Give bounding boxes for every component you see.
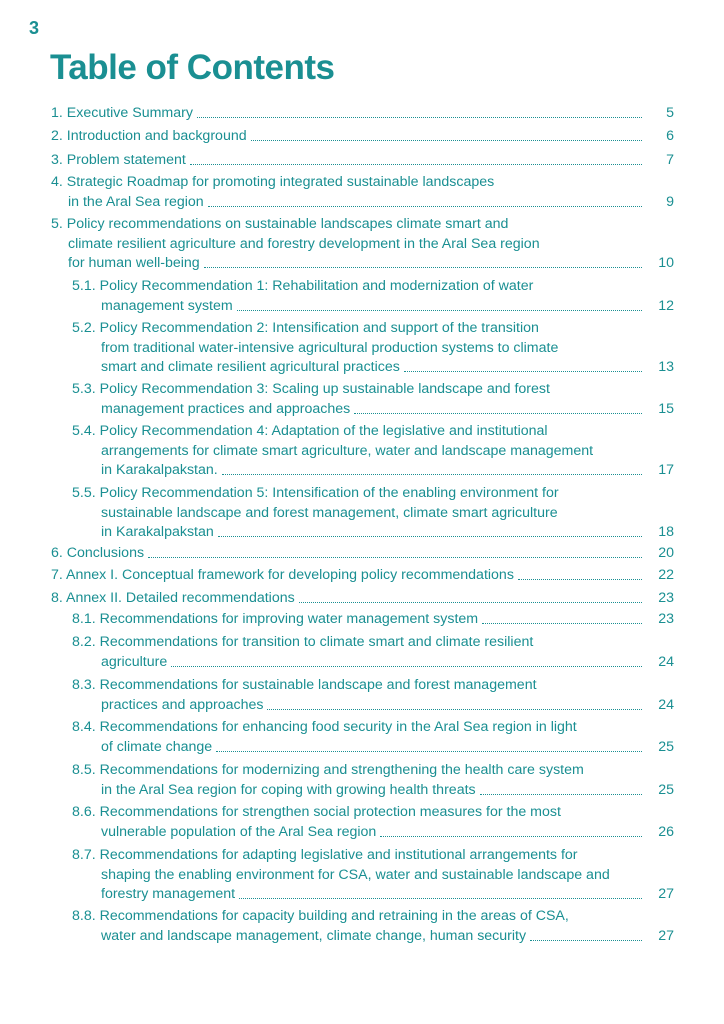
- toc-entry-line: [101, 926, 648, 946]
- dot-leader: [480, 794, 642, 795]
- dot-leader: [222, 474, 642, 475]
- toc-entry-line: [51, 126, 648, 146]
- dot-leader: [267, 709, 642, 710]
- toc-page-number: 10: [658, 255, 674, 272]
- toc-entry-line: [101, 522, 648, 542]
- toc-page-number: 7: [666, 152, 674, 168]
- dot-leader: [380, 836, 642, 837]
- toc-entry-text: from traditional water-intensive agricultural production systems to climate: [101, 339, 559, 356]
- toc-entry-text: 8.7. Recommendations for adapting legislative and institutional arrangements for: [72, 847, 578, 863]
- toc-entry-text: vulnerable population of the Aral Sea region: [101, 823, 377, 840]
- toc-entry-text: 3. Problem statement: [51, 152, 186, 168]
- toc-entry-line: [101, 780, 648, 800]
- toc-entry-text: arrangements for climate smart agriculture, water and landscape management: [101, 442, 594, 459]
- toc-entry-line: [51, 103, 648, 123]
- toc-entry-text: in Karakalpakstan: [101, 524, 214, 541]
- toc-entry-line: [101, 399, 648, 419]
- toc-entry-text: smart and climate resilient agricultural practices: [101, 359, 400, 376]
- toc-page-number: 27: [658, 927, 674, 944]
- toc-page-number: 24: [658, 696, 674, 713]
- toc-entry-text: 8.8. Recommendations for capacity building and retraining in the areas of CSA,: [72, 908, 569, 924]
- toc-page-number: 18: [658, 524, 674, 541]
- dot-leader: [148, 557, 642, 558]
- toc-entry-line: [68, 192, 648, 212]
- dot-leader: [208, 206, 642, 207]
- dot-leader: [251, 140, 642, 141]
- toc-entry-line: [101, 357, 648, 377]
- toc-page-number: 12: [658, 297, 674, 314]
- dot-leader: [237, 310, 642, 311]
- toc-page-number: 24: [658, 653, 674, 670]
- toc-entry-line: [51, 150, 648, 170]
- toc-entry-text: 4. Strategic Roadmap for promoting integrated sustainable landscapes: [51, 174, 495, 190]
- dot-leader: [190, 164, 642, 165]
- toc-entry-text: in Karakalpakstan.: [101, 462, 218, 479]
- toc-entry-line: [68, 253, 648, 273]
- toc-entry-text: 8.3. Recommendations for sustainable landscape and forest management: [72, 677, 537, 693]
- toc-page-number: 22: [658, 567, 674, 583]
- toc-page-number: 6: [666, 128, 674, 144]
- toc-entry-text: 5.5. Policy Recommendation 5: Intensification of the enabling environment for: [72, 485, 559, 501]
- toc-page-number: 26: [658, 823, 674, 840]
- toc-entry-text: management system: [101, 297, 233, 314]
- toc-page-number: 17: [658, 462, 674, 479]
- toc-entry-text: sustainable landscape and forest management, climate smart agriculture: [101, 504, 558, 521]
- toc-entry-text: 8.4. Recommendations for enhancing food security in the Aral Sea region in light: [72, 719, 577, 735]
- toc-entry-text: for human well-being: [68, 255, 200, 272]
- toc-entry-text: of climate change: [101, 738, 213, 755]
- toc-entry-text: forestry management: [101, 886, 236, 903]
- toc-entry-line: [51, 543, 648, 563]
- toc-entry-text: management practices and approaches: [101, 400, 351, 417]
- toc-entry-text: 8. Annex II. Detailed recommendations: [51, 590, 295, 606]
- toc-entry-line: [101, 737, 648, 757]
- toc-entry-text: 2. Introduction and background: [51, 128, 247, 144]
- toc-entry-line: [51, 565, 648, 585]
- toc-entry-text: 7. Annex I. Conceptual framework for developing policy recommendations: [51, 567, 514, 583]
- toc-entry-text: 6. Conclusions: [51, 545, 145, 561]
- toc-entry-line: [101, 695, 648, 715]
- toc-entry-text: 8.6. Recommendations for strengthen social protection measures for the most: [72, 804, 561, 820]
- toc-page-number: 23: [658, 590, 674, 606]
- dot-leader: [239, 898, 642, 899]
- toc-entry-line: [101, 884, 648, 904]
- dot-leader: [218, 536, 642, 537]
- dot-leader: [299, 602, 642, 603]
- toc-entry-text: 5.4. Policy Recommendation 4: Adaptation of the legislative and institutional: [72, 423, 548, 439]
- toc-page-number: 27: [658, 886, 674, 903]
- dot-leader: [171, 666, 642, 667]
- toc-entry-text: 1. Executive Summary: [51, 105, 193, 121]
- dot-leader: [197, 117, 642, 118]
- toc-entry-text: 5.2. Policy Recommendation 2: Intensification and support of the transition: [72, 320, 539, 336]
- toc-entry-text: 5. Policy recommendations on sustainable landscapes climate smart and: [51, 216, 509, 232]
- toc-entry-text: 5.3. Policy Recommendation 3: Scaling up sustainable landscape and forest: [72, 381, 550, 397]
- dot-leader: [404, 371, 642, 372]
- toc-entry-line: [101, 822, 648, 842]
- toc-entry-line: [51, 588, 648, 608]
- toc-entry-line: [72, 609, 648, 629]
- toc-page-number: 23: [658, 611, 674, 627]
- toc-page-number: 25: [658, 738, 674, 755]
- dot-leader: [482, 623, 642, 624]
- toc-entry-text: agriculture: [101, 653, 168, 670]
- toc-page-number: 9: [666, 193, 674, 210]
- toc-page-number: 13: [658, 359, 674, 376]
- toc-entry-text: 8.5. Recommendations for modernizing and strengthening the health care system: [72, 762, 584, 778]
- dot-leader: [354, 413, 642, 414]
- toc-entry-text: climate resilient agriculture and forestry development in the Aral Sea region: [68, 235, 540, 252]
- toc-page-number: 5: [666, 105, 674, 121]
- toc-entry-text: practices and approaches: [101, 696, 264, 713]
- toc-entry-text: 8.2. Recommendations for transition to climate smart and climate resilient: [72, 634, 534, 650]
- toc-entry-text: in the Aral Sea region: [68, 193, 204, 210]
- dot-leader: [518, 579, 642, 580]
- dot-leader: [530, 940, 642, 941]
- toc-entry-text: 8.1. Recommendations for improving water management system: [72, 611, 479, 627]
- dot-leader: [204, 267, 642, 268]
- toc-entry-line: [101, 460, 648, 480]
- toc-entry-text: water and landscape management, climate change, human security: [101, 927, 527, 944]
- toc-entry-line: [101, 652, 648, 672]
- dot-leader: [216, 751, 642, 752]
- toc-entry-text: shaping the enabling environment for CSA, water and sustainable landscape and: [101, 866, 610, 883]
- toc-page-number: 25: [658, 781, 674, 798]
- toc-entry-text: in the Aral Sea region for coping with growing health threats: [101, 781, 476, 798]
- page-title: Table of Contents: [50, 48, 335, 87]
- toc-entry-text: 5.1. Policy Recommendation 1: Rehabilitation and modernization of water: [72, 278, 534, 294]
- toc-page-number: 15: [658, 400, 674, 417]
- toc-page-number: 20: [658, 545, 674, 561]
- page-number: 3: [29, 18, 40, 38]
- toc-entry-line: [101, 296, 648, 316]
